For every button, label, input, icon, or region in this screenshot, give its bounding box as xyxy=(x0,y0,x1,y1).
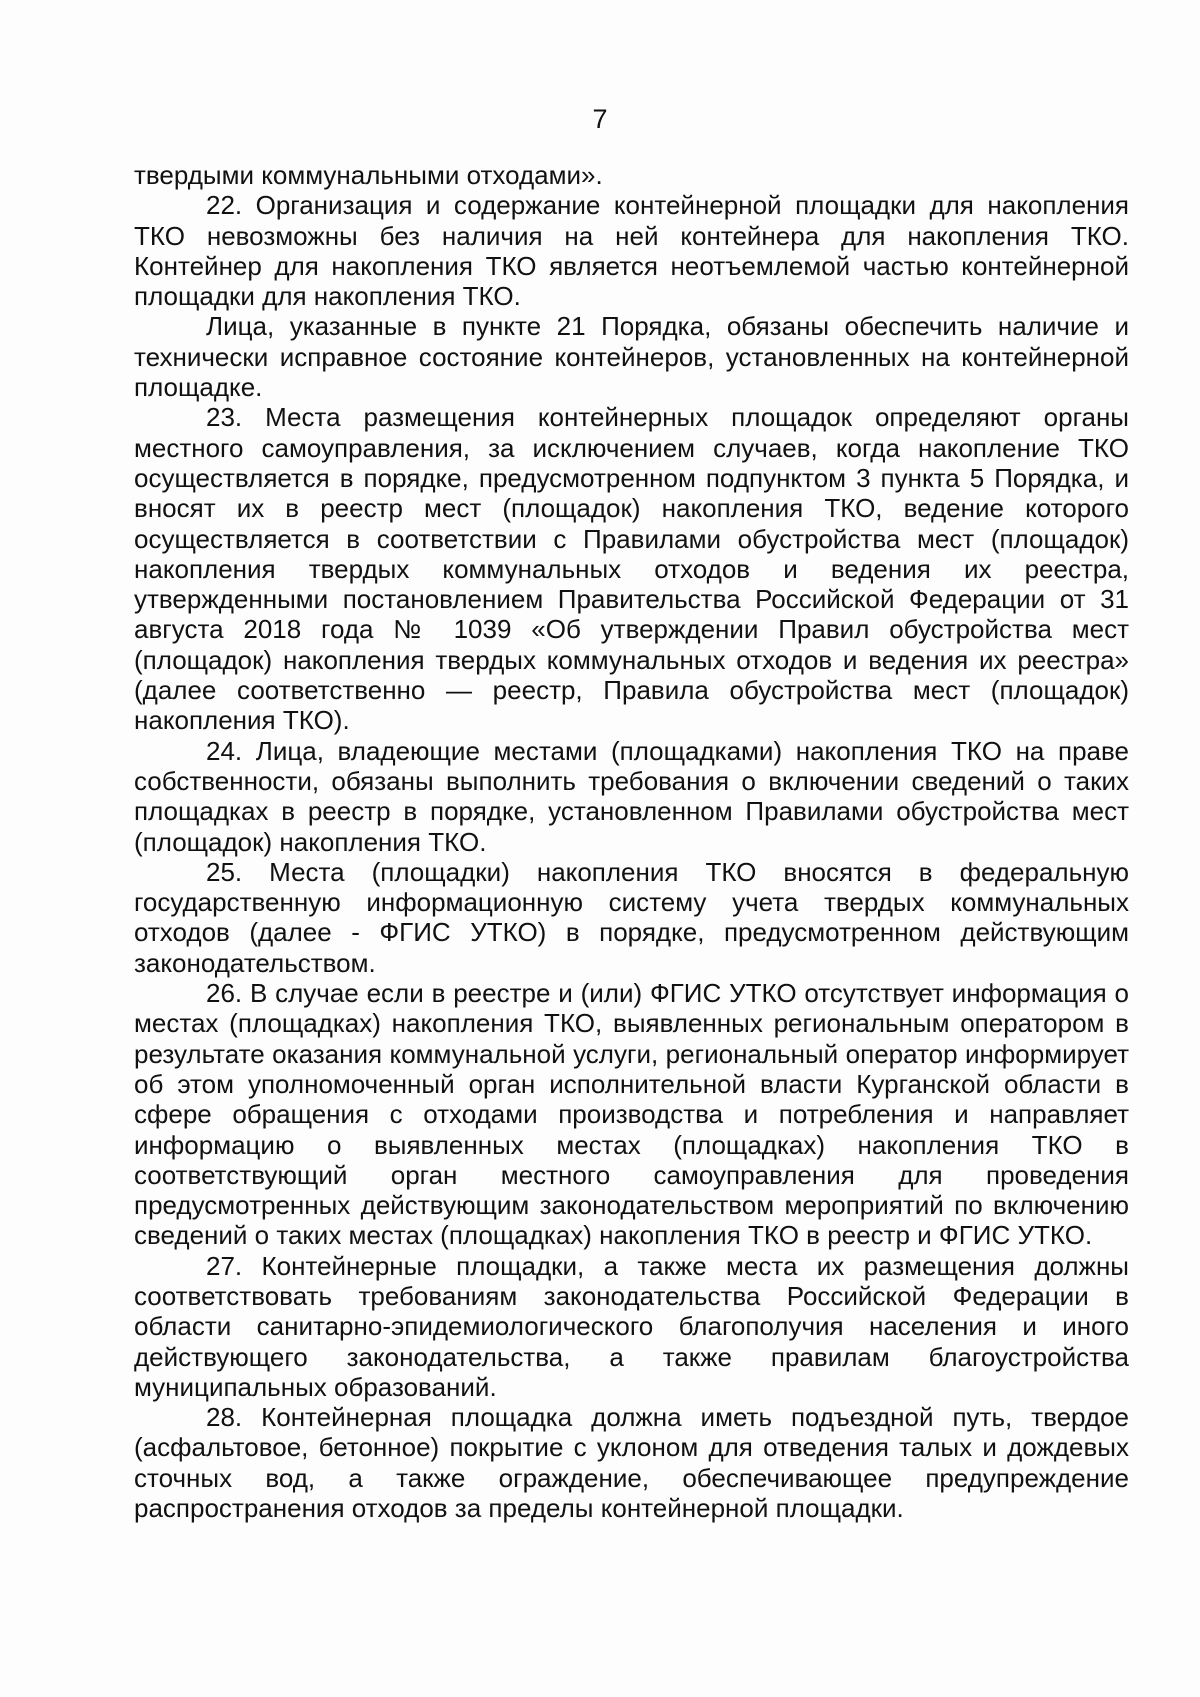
paragraph-23: 23. Места размещения контейнерных площадок определяют органы местного самоуправления, за исключением случаев, когда накопление ТКО осуществляется в порядке, предусмотренном подпунктом 3 пункта 5 Порядка, и вносят их в реестр мест (площадок) накопления ТКО, ведение которого осуществляется в соответствии с Правилами обустройства мест (площадок) накопления твердых коммунальных отходов и ведения их реестра, утвержденными постановлением Правительства Российской Федерации от 31 августа 2018 года № 1039 «Об утверждении Правил обустройства мест (площадок) накопления твердых коммунальных отходов и ведения их реестра» (далее соответственно — реестр, Правила обустройства мест (площадок) накопления ТКО). xyxy=(134,402,1129,736)
paragraph-26: 26. В случае если в реестре и (или) ФГИС УТКО отсутствует информация о местах (площадках) накопления ТКО, выявленных региональным оператором в результате оказания коммунальной услуги, региональный оператор информирует об этом уполномоченный орган исполнительной власти Курганской области в сфере обращения с отходами производства и потребления и направляет информацию о выявленных местах (площадках) накопления ТКО в соответствующий орган местного самоуправления для проведения предусмотренных действующим законодательством мероприятий по включению сведений о таких местах (площадках) накопления ТКО в реестр и ФГИС УТКО. xyxy=(134,978,1129,1251)
page-number: 7 xyxy=(592,104,608,134)
paragraph-25: 25. Места (площадки) накопления ТКО вносятся в федеральную государственную информационную систему учета твердых коммунальных отходов (далее - ФГИС УТКО) в порядке, предусмотренном действующим законодательством. xyxy=(134,856,1129,978)
paragraph-continuation: твердыми коммунальными отходами». xyxy=(134,160,603,190)
paragraph-22: 22. Организация и содержание контейнерной площадки для накопления ТКО невозможны без наличия на ней контейнера для накопления ТКО. Контейнер для накопления ТКО является неотъемлемой частью контейнерной площадки для накопления ТКО. xyxy=(134,190,1129,312)
document-body xyxy=(134,160,1129,1523)
paragraph-24: 24. Лица, владеющие местами (площадками) накопления ТКО на праве собственности, обязаны выполнить требования о включении сведений о таких площадках в реестр в порядке, установленном Правилами обустройства мест (площадок) накопления ТКО. xyxy=(134,735,1129,857)
paragraph-28: 28. Контейнерная площадка должна иметь подъездной путь, твердое (асфальтовое, бетонное) покрытие с уклоном для отведения талых и дождевых сточных вод, а также ограждение, обеспечивающее предупреждение распространения отходов за пределы контейнерной площадки. xyxy=(134,1402,1129,1524)
paragraph-27: 27. Контейнерные площадки, а также места их размещения должны соответствовать требованиям законодательства Российской Федерации в области санитарно-эпидемиологического благополучия населения и иного действующего законодательства, а также правилам благоустройства муниципальных образований. xyxy=(134,1250,1129,1402)
paragraph-22-persons: Лица, указанные в пункте 21 Порядка, обязаны обеспечить наличие и технически исправное состояние контейнеров, установленных на контейнерной площадке. xyxy=(134,311,1129,403)
